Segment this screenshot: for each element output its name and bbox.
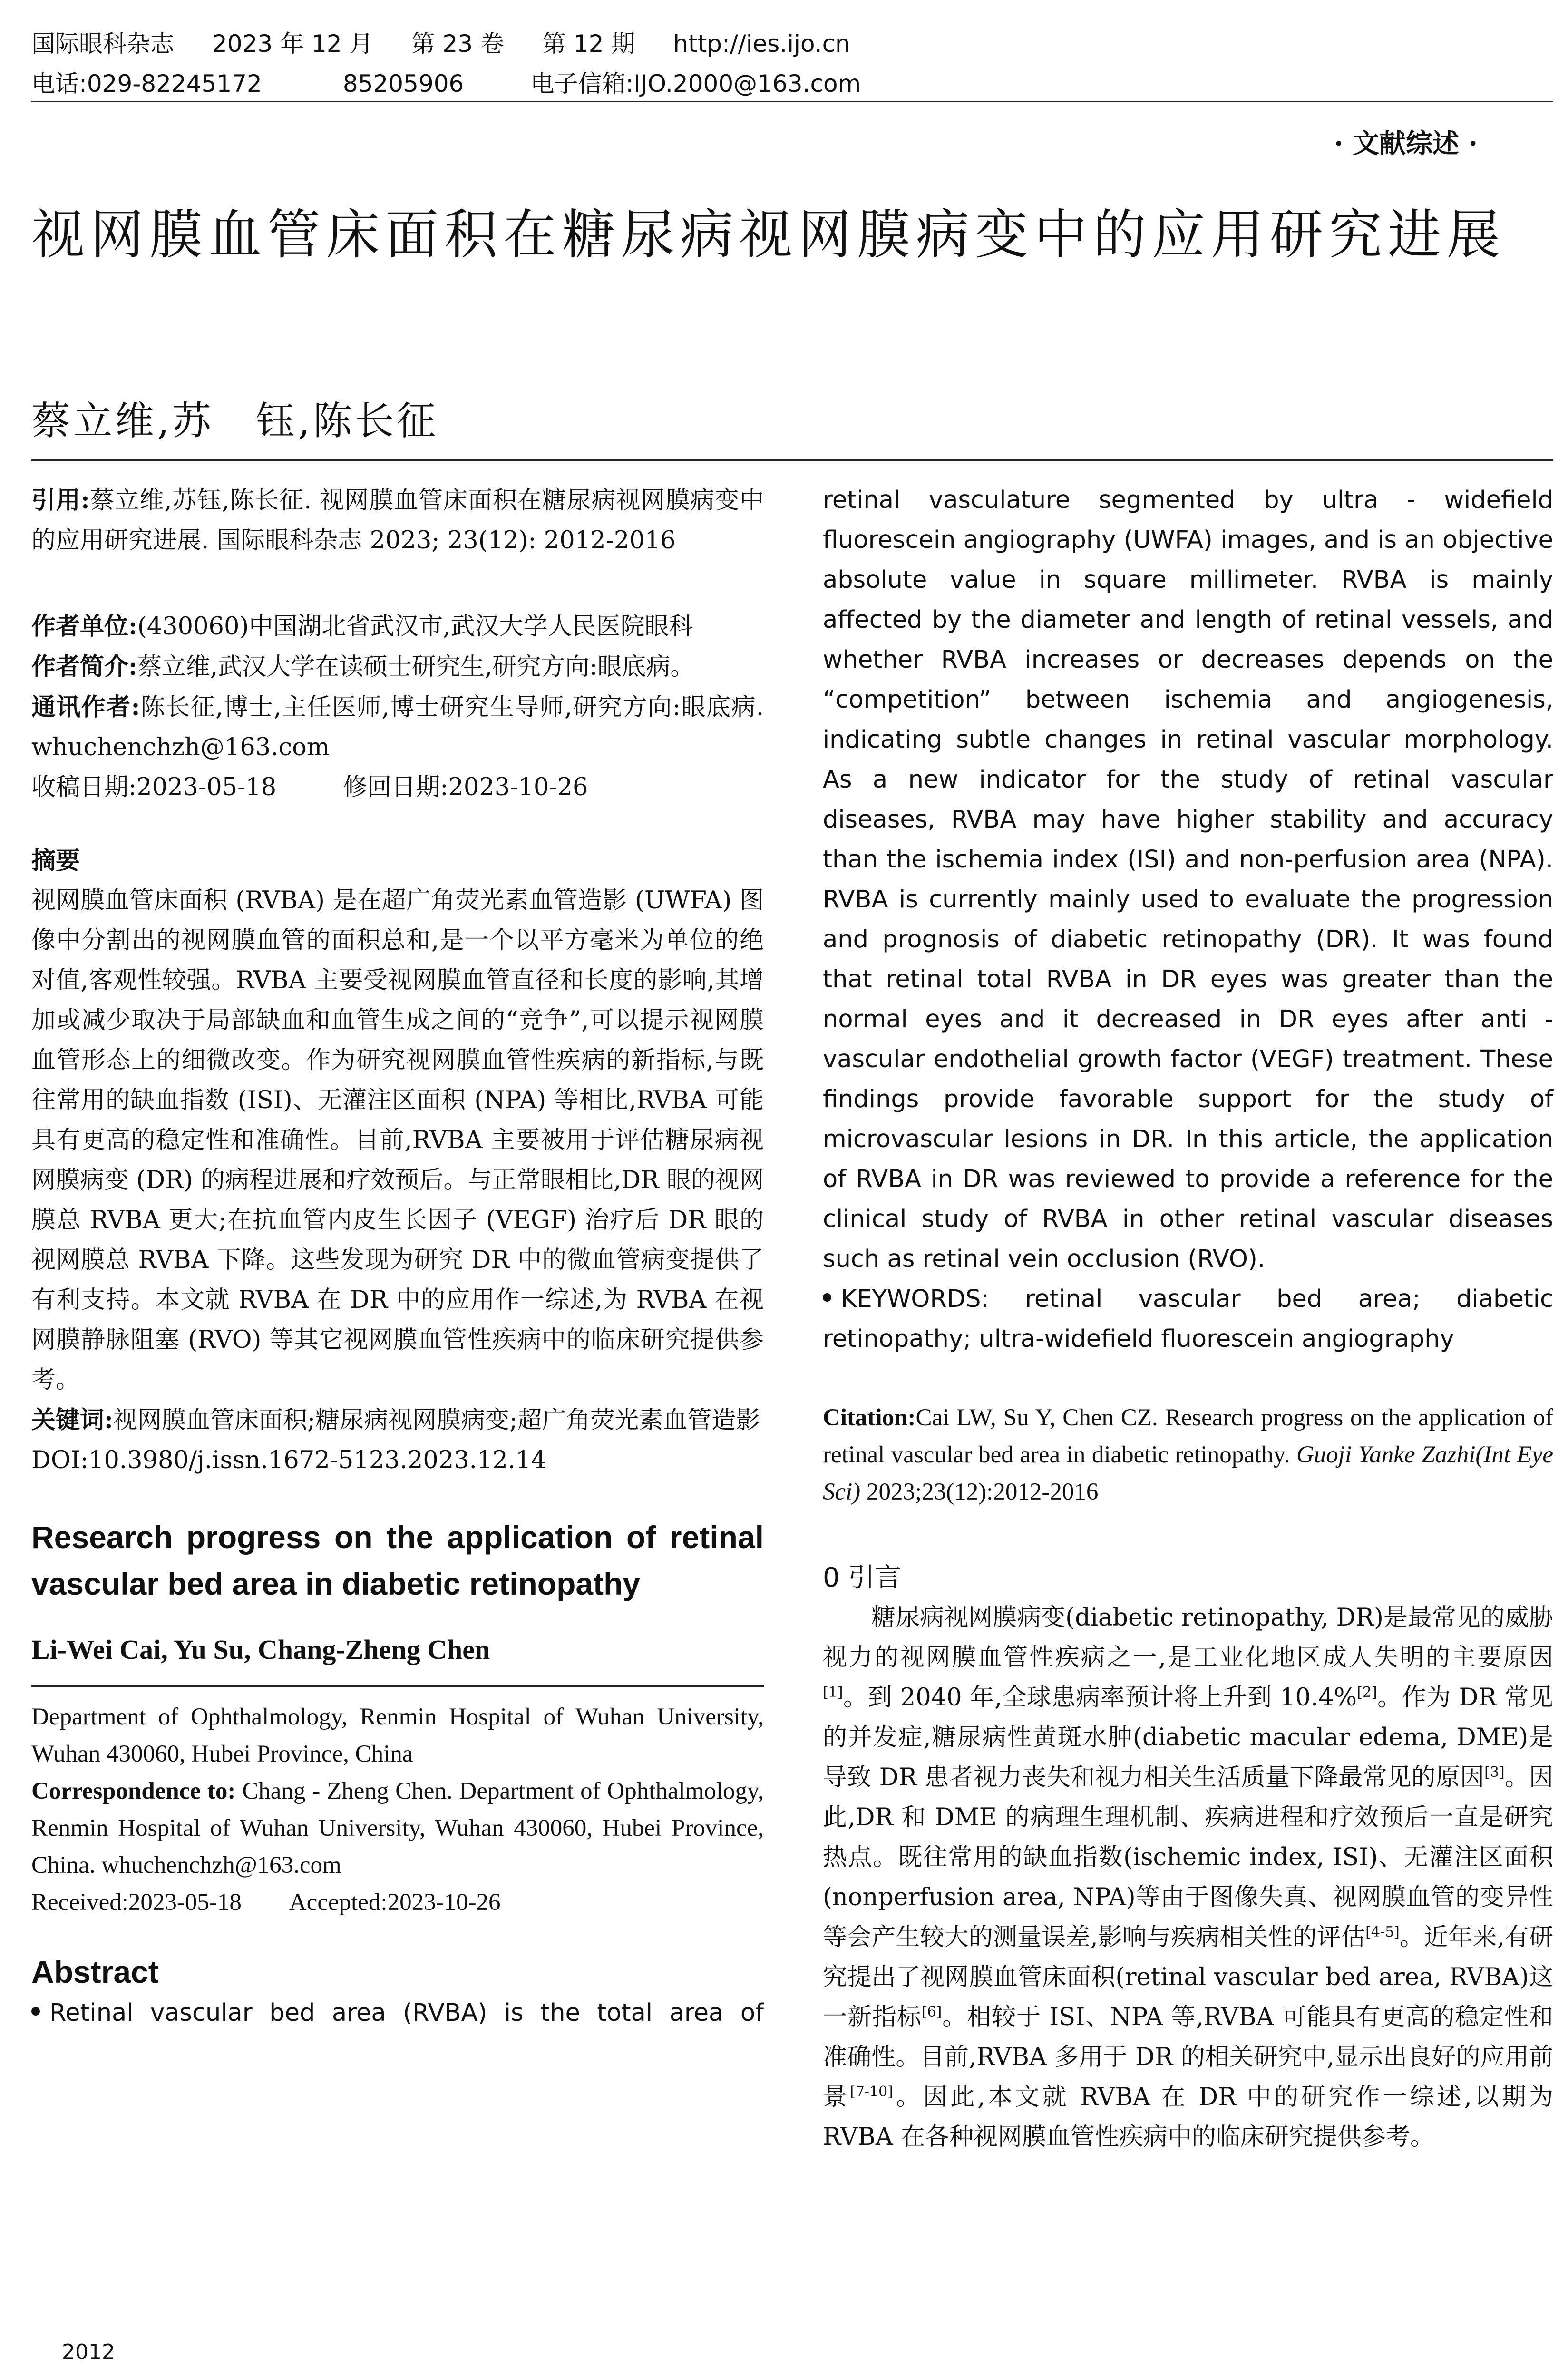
- phone2: 85205906: [342, 70, 464, 97]
- journal-url[interactable]: http://ies.ijo.cn: [673, 30, 850, 58]
- ref-6[interactable]: [6]: [921, 2004, 942, 2020]
- keywords-label: 关键词:: [31, 1406, 113, 1434]
- citation-en-journal: Guoji Yanke Zazhi(Int Eye Sci): [823, 1442, 1553, 1505]
- corresponding-author: [31, 687, 764, 768]
- abstract-zh: 视网膜血管床面积 (RVBA) 是在超广角荧光素血管造影 (UWFA) 图像中分割出的视网膜血管的面积总和,是一个以平方毫米为单位的绝对值,客观性较强。RVBA 主要受视网膜血管直径和长度的影响,其增加或减少取决于局部缺血和血管生成之间的“竞争”,可以提示视网膜血管形态上的细微改变。作为研究视网膜血管性疾病的新指标,与既往常用的缺血指数 (ISI)、无灌注区面积 (NPA) 等相比,RVBA 可能具有更高的稳定性和准确性。目前,RVBA 主要被用于评估糖尿病视网膜病变 (DR) 的病程进展和疗效预后。与正常眼相比,DR 眼的视网膜总 RVBA 更大;在抗血管内皮生长因子 (VEGF) 治疗后 DR 眼的视网膜总 RVBA 下降。这些发现为研究 DR 中的微血管病变提供了有利支持。本文就 RVBA 在 DR 中的应用作一综述,为 RVBA 在视网膜静脉阻塞 (RVO) 等其它视网膜血管性疾病中的临床研究提供参考。: [31, 887, 764, 1394]
- abstract-heading-zh: 摘要: [31, 847, 80, 875]
- intro-text-6: 。相较于 ISI、NPA 等,RVBA 可能具有更高的稳定性和准确性。目前,RVBA 多用于 DR 的相关研究中,显示出良好的应用前景: [823, 2003, 1553, 2111]
- bullet-icon: [31, 2007, 40, 2016]
- intro-text-4: 。因此,DR 和 DME 的病理生理机制、疾病进程和疗效预后一直是研究热点。既往常用的缺血指数(ischemic index, ISI)、无灌注区面积(nonperfusion area, NPA)等由于图像失真、视网膜血管的变异性等会产生较大的测量误差,影响与疾病相关性的评估: [823, 1763, 1553, 1951]
- corr-label: 通讯作者:: [31, 693, 140, 721]
- abstract-en-start: [31, 1993, 764, 2033]
- intro-text-2: 。到 2040 年,全球患病率预计将上升到 10.4%: [843, 1684, 1357, 1712]
- keywords-en-text: retinal vascular bed area; diabetic retinopathy; ultra-widefield fluorescein angiography: [823, 1285, 1553, 1353]
- abstract-heading-en: Abstract: [31, 1954, 159, 1989]
- doi[interactable]: DOI:10.3980/j.issn.1672-5123.2023.12.14: [31, 1446, 546, 1474]
- citation-en-text: Cai LW, Su Y, Chen CZ. Research progress on the application of retinal vascular bed area in diabetic retinopathy.: [823, 1404, 1553, 1468]
- received-en: Received:2023-05-18: [31, 1889, 242, 1916]
- page-number: 2012: [62, 2340, 115, 2364]
- keywords-zh: [31, 1400, 764, 1441]
- intro-heading: 0 引言: [823, 1562, 902, 1593]
- volume: 第 23 卷: [411, 30, 504, 58]
- correspondence-text: Chang - Zheng Chen. Department of Ophthalmology, Renmin Hospital of Wuhan University, Wuhan 430060, Hubei Province, China. whuchenchzh@163.com: [31, 1778, 764, 1879]
- bio-label: 作者简介:: [31, 653, 137, 681]
- dates-zh: [31, 768, 764, 808]
- right-column: [823, 480, 1553, 2157]
- left-column: [31, 480, 764, 2033]
- running-header-line1: [31, 25, 888, 59]
- citation-en-tail: 2023;23(12):2012-2016: [860, 1479, 1099, 1505]
- intro-paragraph: [823, 1598, 1553, 2157]
- intro-text-3: 。作为 DR 常见的并发症,糖尿病性黄斑水肿(diabetic macular edema, DME)是导致 DR 患者视力丧失和视力相关生活质量下降最常见的原因: [823, 1684, 1554, 1792]
- affiliation-text: (430060)中国湖北省武汉市,武汉大学人民医院眼科: [137, 613, 693, 641]
- abstract-en-continued: retinal vasculature segmented by ultra - widefield fluorescein angiography (UWFA) images, and is an objective absolute value in square millimeter. RVBA is mainly affected by the diameter and length of retinal vessels, and whether RVBA increases or decreases depends on the “competition” between ischemia and angiogenesis, indicating subtle changes in retinal vascular morphology. As a new indicator for the study of retinal vascular diseases, RVBA may have higher stability and accuracy than the ischemia index (ISI) and non-perfusion area (NPA). RVBA is currently mainly used to evaluate the progression and prognosis of diabetic retinopathy (DR). It was found that retinal total RVBA in DR eyes was greater than the normal eyes and it decreased in DR eyes after anti - vascular endothelial growth factor (VEGF) treatment. These findings provide favorable support for the study of microvascular lesions in DR. In this article, the application of RVBA in DR was reviewed to provide a reference for the clinical study of RVBA in other retinal vascular diseases such as retinal vein occlusion (RVO).: [823, 486, 1553, 1273]
- running-header-line2: [31, 65, 899, 99]
- correspondence-label: Correspondence to:: [31, 1778, 236, 1804]
- citation-zh: [31, 480, 764, 561]
- correspondence-en: [31, 1773, 764, 1884]
- citation-text: 蔡立维,苏钰,陈长征. 视网膜血管床面积在糖尿病视网膜病变中的应用研究进展. 国际眼科杂志 2023; 23(12): 2012-2016: [31, 487, 764, 555]
- citation-label: 引用:: [31, 486, 90, 515]
- received-date: 收稿日期:2023-05-18: [31, 773, 277, 801]
- keywords-en: [823, 1279, 1553, 1359]
- bio-text: 蔡立维,武汉大学在读硕士研究生,研究方向:眼底病。: [137, 653, 695, 681]
- title-en: Research progress on the application of retinal vascular bed area in diabetic retinopathy: [31, 1520, 764, 1601]
- section-label: · 文献综述 ·: [1334, 128, 1478, 159]
- revised-date: 修回日期:2023-10-26: [343, 773, 588, 801]
- keywords-en-label: KEYWORDS:: [841, 1285, 989, 1313]
- issue-date: 2023 年 12 月: [212, 30, 373, 58]
- ref-2[interactable]: [2]: [1357, 1684, 1377, 1701]
- intro-text-1: 糖尿病视网膜病变(diabetic retinopathy, DR)是最常见的威胁视力的视网膜血管性疾病之一,是工业化地区成人失明的主要原因: [823, 1604, 1553, 1672]
- header-rule: [31, 101, 1553, 102]
- title-rule: [31, 459, 1553, 461]
- intro-text-5: 。近年来,有研究提出了视网膜血管床面积(retinal vascular bed area, RVBA)这一新指标: [823, 1923, 1553, 2031]
- keywords-text: 视网膜血管床面积;糖尿病视网膜病变;超广角荧光素血管造影: [113, 1406, 760, 1434]
- affiliation: [31, 606, 764, 647]
- corr-text: 陈长征,博士,主任医师,博士研究生导师,研究方向:眼底病. whuchenchzh@163.com: [31, 693, 764, 761]
- authors-en: Li-Wei Cai, Yu Su, Chang-Zheng Chen: [31, 1634, 490, 1665]
- issue: 第 12 期: [542, 30, 635, 58]
- abstract-en-start-text: Retinal vascular bed area (RVBA) is the total area of: [49, 1999, 764, 2027]
- bullet-icon: [823, 1293, 831, 1302]
- affiliation-label: 作者单位:: [31, 612, 137, 641]
- intro-text-7: 。因此,本文就 RVBA 在 DR 中的研究作一综述,以期为 RVBA 在各种视网膜血管性疾病中的临床研究提供参考。: [823, 2083, 1553, 2151]
- dates-en: [31, 1884, 764, 1921]
- ref-1[interactable]: [1]: [823, 1684, 843, 1701]
- journal-name: 国际眼科杂志: [31, 30, 174, 58]
- accepted-en: Accepted:2023-10-26: [289, 1889, 501, 1916]
- email[interactable]: 电子信箱:IJO.2000@163.com: [530, 70, 861, 97]
- authors-zh: 蔡立维,苏 钰,陈长征: [31, 399, 439, 444]
- phone: 电话:029-82245172: [31, 70, 262, 97]
- ref-7-10[interactable]: [7-10]: [850, 2084, 893, 2100]
- citation-en-label: Citation:: [823, 1404, 916, 1431]
- ref-4-5[interactable]: [4-5]: [1365, 1924, 1400, 1940]
- affiliation-en: Department of Ophthalmology, Renmin Hospital of Wuhan University, Wuhan 430060, Hubei Province, China: [31, 1704, 764, 1767]
- article-title: 视网膜血管床面积在糖尿病视网膜病变中的应用研究进展: [31, 204, 1506, 266]
- citation-en: [823, 1399, 1553, 1510]
- author-bio: [31, 647, 764, 687]
- ref-3[interactable]: [3]: [1484, 1764, 1505, 1781]
